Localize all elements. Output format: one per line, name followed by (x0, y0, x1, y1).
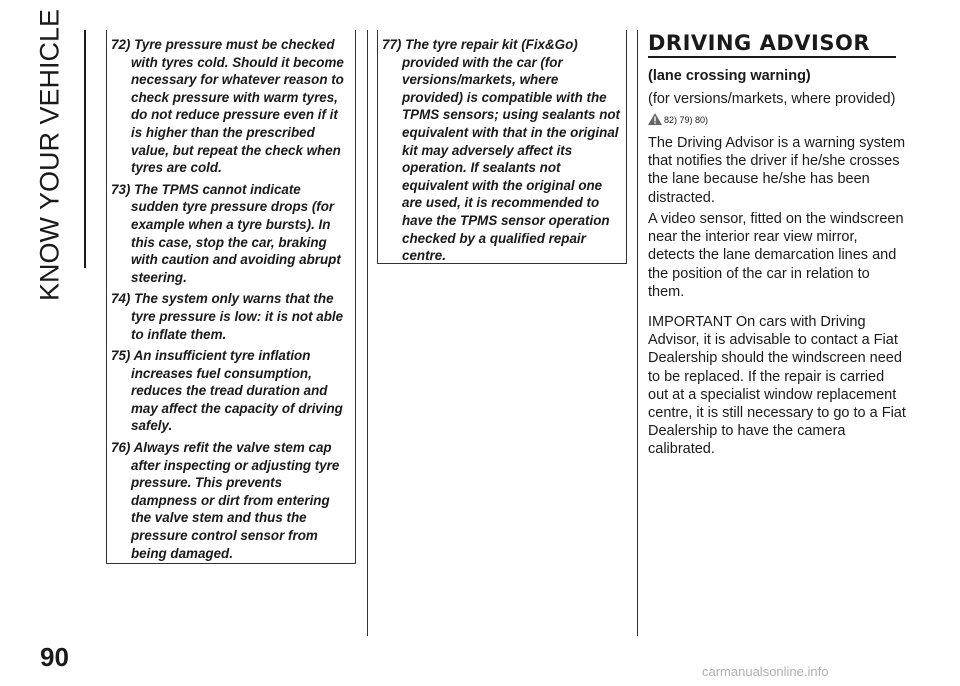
warnings-box-left (106, 30, 356, 564)
reference-numbers: 82) 79) 80) (664, 115, 709, 125)
note-73: 73) The TPMS cannot indicate sudden tyre pressure drops (for example when a tyre bursts). In this case, stop the car, braking with caution and avoiding abrupt steering. (111, 181, 341, 285)
page-number: 90 (40, 642, 69, 672)
side-divider (84, 30, 86, 268)
warning-references (648, 113, 708, 125)
column-divider-2 (637, 30, 638, 636)
warnings-box-middle (377, 30, 627, 264)
note-77: 77) The tyre repair kit (Fix&Go) provided with the car (for versions/markets, where provided) is compatible with the TPMS sensors; using sealants not equivalent with that in the original kit may adversely affect its operation. If sealants not equivalent with the original one are used, it is recommended to have the TPMS sensor operation checked by a qualified repair centre. (382, 37, 621, 264)
column-divider-1 (367, 30, 368, 636)
note-72: 72) Tyre pressure must be checked with tyres cold. Should it become necessary for whatever reason to check pressure with warm tyres, do not reduce pressure even if it is higher than the prescribed value, but repeat the check when tyres are cold. (111, 37, 344, 176)
note-74: 74) The system only warns that the tyre pressure is low: it is not able to inflate them. (111, 291, 344, 342)
versions-note: (for versions/markets, where provided) (648, 91, 896, 107)
section-subtitle: (lane crossing warning) (648, 68, 811, 84)
paragraph-1: The Driving Advisor is a warning system that notifies the driver if he/she crosses the lane because he/she has been distracted. (648, 135, 906, 206)
warning-triangle-icon (648, 113, 662, 125)
watermark: carmanualsonline.info (702, 664, 829, 679)
paragraph-3: IMPORTANT On cars with Driving Advisor, it is advisable to contact a Fiat Dealership should the windscreen need to be replaced. If the repair is carried out at a specialist window replacement centre, it is still necessary to go to a Fiat Dealership to have the camera calibrated. (648, 314, 906, 458)
note-76: 76) Always refit the valve stem cap after inspecting or adjusting tyre pressure. This prevents dampness or dirt from entering the valve stem and thus the pressure control sensor from being damaged. (111, 440, 340, 561)
section-heading: DRIVING ADVISOR (648, 30, 896, 58)
note-75: 75) An insufficient tyre inflation increases fuel consumption, reduces the tread duration and may affect the capacity of driving safely. (111, 348, 343, 434)
section-side-title (30, 8, 70, 302)
side-title-text: KNOW YOUR VEHICLE (34, 8, 65, 302)
paragraph-2: A video sensor, fitted on the windscreen near the interior rear view mirror, detects the lane demarcation lines and the position of the car in relation to them. (648, 211, 904, 300)
